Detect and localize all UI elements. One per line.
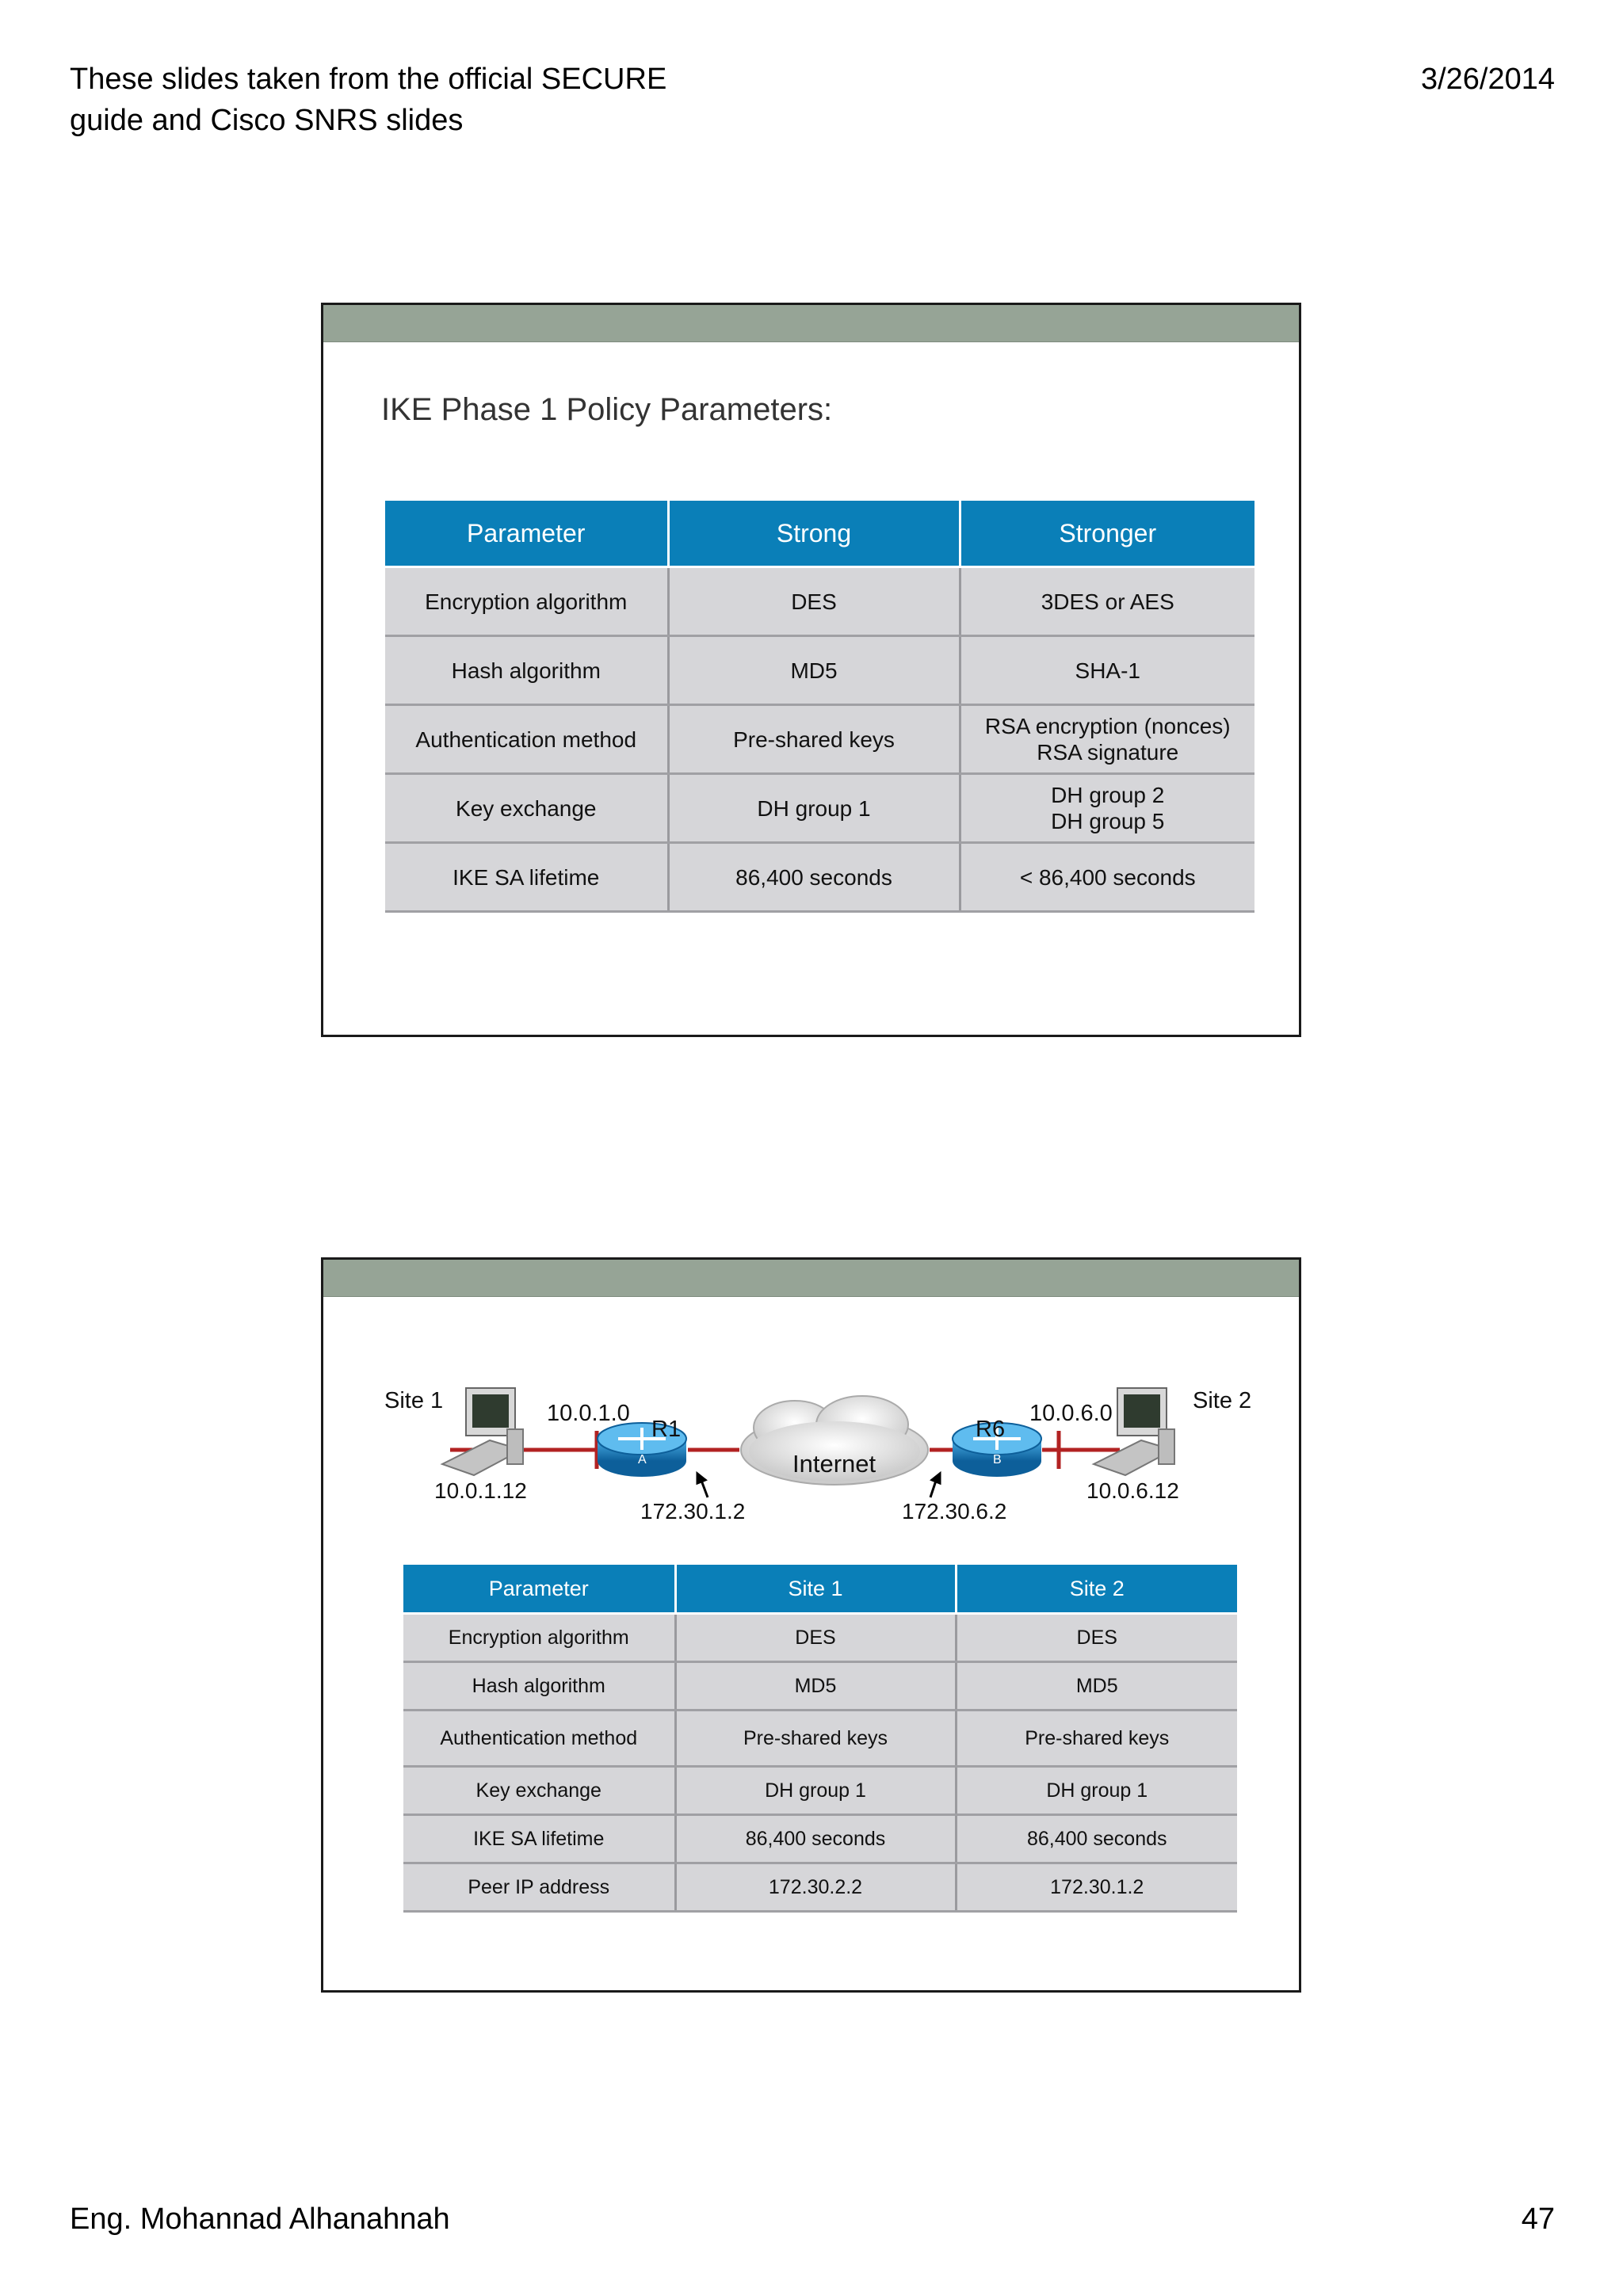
host1-ip: 10.0.1.12	[434, 1478, 527, 1503]
internet-label: Internet	[792, 1450, 876, 1478]
table-cell: Peer IP address	[403, 1863, 675, 1912]
site-policy-table	[403, 1565, 1237, 1913]
network-diagram	[323, 1260, 1304, 1561]
router2-label: R6	[976, 1417, 1006, 1442]
table-cell: 86,400 seconds	[668, 843, 960, 912]
table-row	[385, 843, 1254, 912]
page-footer-author: Eng. Mohannad Alhanahnah	[70, 2203, 450, 2236]
table-row	[403, 1614, 1237, 1662]
arrow-icon	[697, 1474, 708, 1497]
table-cell: Key exchange	[403, 1767, 675, 1815]
table-header-row	[385, 501, 1254, 567]
table-cell: IKE SA lifetime	[403, 1815, 675, 1863]
table-cell: Key exchange	[385, 774, 668, 843]
cell-line: 3DES or AES	[1041, 589, 1174, 614]
table-cell	[960, 774, 1254, 843]
page-date: 3/26/2014	[1420, 63, 1555, 96]
host2-ip: 10.0.6.12	[1086, 1478, 1179, 1503]
table-cell: DH group 1	[956, 1767, 1237, 1815]
table-cell: 172.30.2.2	[675, 1863, 956, 1912]
page-header-note	[70, 59, 783, 141]
table-cell: DES	[675, 1614, 956, 1662]
column-header: Site 1	[675, 1565, 956, 1614]
slide-title: IKE Phase 1 Policy Parameters:	[381, 392, 833, 427]
cell-line: DH group 2	[1051, 783, 1165, 807]
table-row	[385, 636, 1254, 705]
cell-line: DH group 5	[1051, 809, 1165, 833]
table-cell: 86,400 seconds	[675, 1815, 956, 1863]
site1-label: Site 1	[384, 1388, 444, 1413]
table-row	[403, 1711, 1237, 1767]
table-cell: DH group 1	[668, 774, 960, 843]
table-cell: MD5	[668, 636, 960, 705]
table-cell: IKE SA lifetime	[385, 843, 668, 912]
table-cell: Authentication method	[403, 1711, 675, 1767]
slide-ike-policy	[321, 303, 1301, 1037]
site2-label: Site 2	[1193, 1388, 1252, 1413]
router2-letter: B	[993, 1453, 1002, 1466]
table-cell	[960, 843, 1254, 912]
table-cell: DH group 1	[675, 1767, 956, 1815]
header-line-1: These slides taken from the official SECURE	[70, 63, 667, 96]
table-row	[403, 1662, 1237, 1711]
table-cell: 172.30.1.2	[956, 1863, 1237, 1912]
header-line-2: guide and Cisco SNRS slides	[70, 104, 464, 137]
table-cell: 86,400 seconds	[956, 1815, 1237, 1863]
router1-label: R1	[651, 1417, 682, 1442]
network2-label: 10.0.6.0	[1029, 1401, 1113, 1426]
table-cell: MD5	[956, 1662, 1237, 1711]
pc-icon	[442, 1388, 523, 1475]
cell-line: SHA-1	[1075, 658, 1140, 683]
table-row	[385, 567, 1254, 636]
table-cell: DES	[668, 567, 960, 636]
network1-label: 10.0.1.0	[547, 1401, 630, 1426]
arrow-icon	[930, 1474, 940, 1497]
table-cell: DES	[956, 1614, 1237, 1662]
column-header: Parameter	[403, 1565, 675, 1614]
ike-policy-table	[385, 501, 1254, 913]
cell-line: RSA encryption (nonces)	[984, 714, 1231, 738]
table-row	[385, 705, 1254, 774]
table-cell: Hash algorithm	[385, 636, 668, 705]
table-row	[403, 1863, 1237, 1912]
network-diagram-graphic	[323, 1260, 1304, 1561]
table-cell: Pre-shared keys	[668, 705, 960, 774]
page-number: 47	[1521, 2203, 1555, 2236]
table-cell: Encryption algorithm	[403, 1614, 675, 1662]
router1-letter: A	[638, 1453, 647, 1466]
table-row	[403, 1815, 1237, 1863]
column-header: Stronger	[960, 501, 1254, 567]
cell-line: < 86,400 seconds	[1019, 864, 1196, 890]
column-header: Parameter	[385, 501, 668, 567]
table-row	[403, 1767, 1237, 1815]
table-cell	[960, 567, 1254, 636]
column-header: Strong	[668, 501, 960, 567]
table-cell: Encryption algorithm	[385, 567, 668, 636]
r6-outside-ip: 172.30.6.2	[902, 1499, 1007, 1524]
r1-outside-ip: 172.30.1.2	[640, 1499, 746, 1524]
column-header: Site 2	[956, 1565, 1237, 1614]
slide-title-bar	[323, 305, 1299, 342]
table-cell: Pre-shared keys	[675, 1711, 956, 1767]
table-cell: Authentication method	[385, 705, 668, 774]
table-header-row	[403, 1565, 1237, 1614]
table-row	[385, 774, 1254, 843]
table-cell: Pre-shared keys	[956, 1711, 1237, 1767]
table-cell: MD5	[675, 1662, 956, 1711]
table-cell	[960, 705, 1254, 774]
table-cell	[960, 636, 1254, 705]
cell-line: RSA signature	[1037, 740, 1179, 765]
slide-site-to-site	[321, 1257, 1301, 1993]
table-cell: Hash algorithm	[403, 1662, 675, 1711]
